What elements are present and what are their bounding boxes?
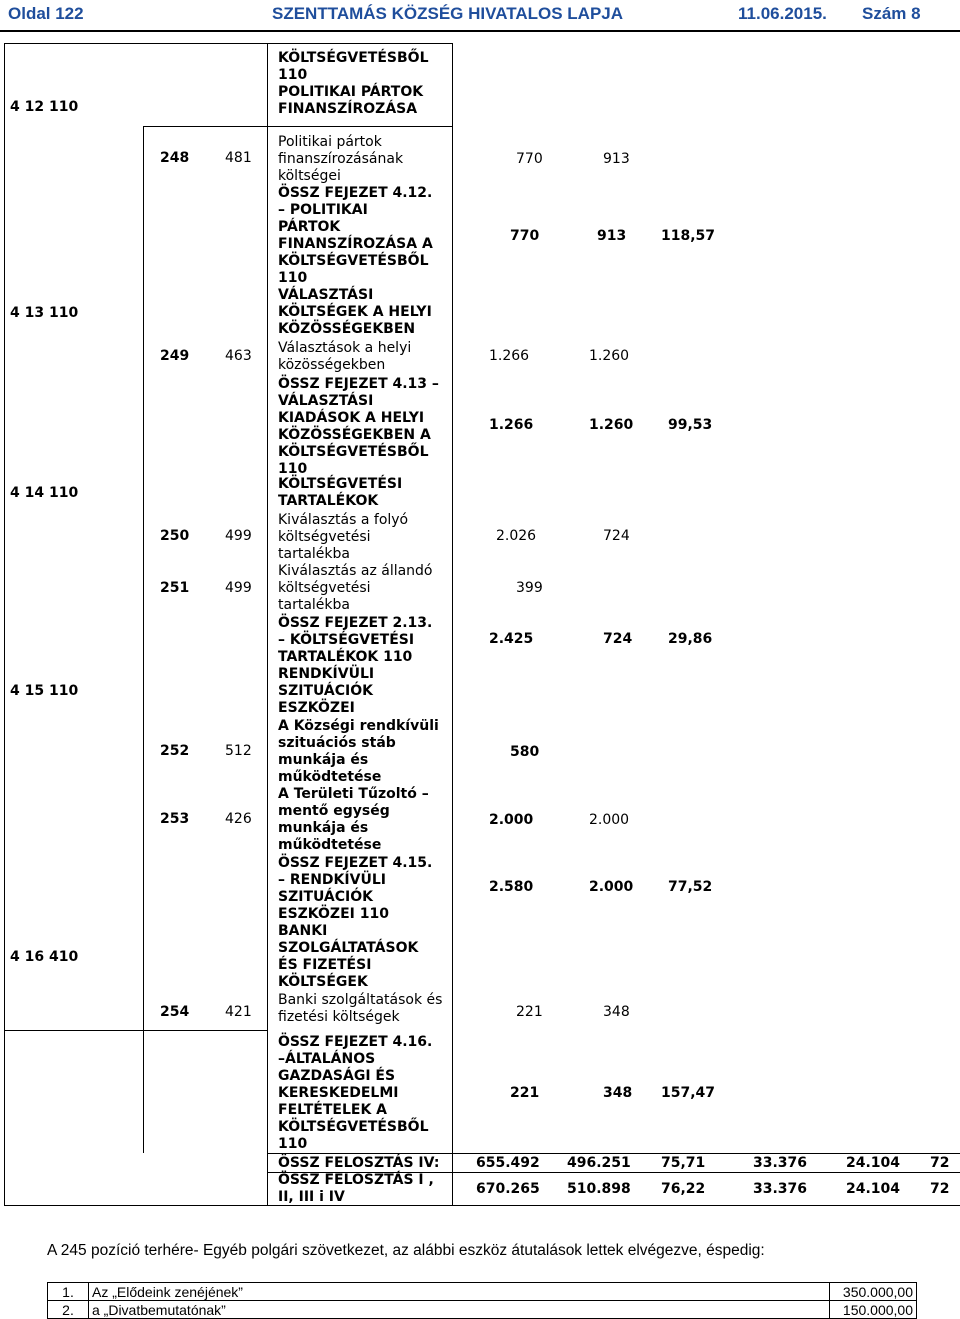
table-row (48, 1283, 917, 1301)
row-divider (4, 1030, 143, 1031)
position-code: 252 (160, 743, 190, 759)
section-total-label: ÖSSZ FEJEZET 4.12. – POLITIKAI PÁRTOK FINANSZÍROZÁSA A KÖLTSÉGVETÉSBŐL 110 (278, 185, 433, 286)
planned-value: 580 (510, 744, 540, 760)
grand-total-value: 72 (930, 1181, 950, 1197)
function-code: 4 14 110 (10, 485, 79, 501)
economic-code: 426 (225, 811, 252, 827)
grand-total-value: 72 (930, 1155, 950, 1171)
section-title: KÖLTSÉGVETÉSBŐL 110 POLITIKAI PÁRTOK FINANSZÍROZÁSA (278, 50, 429, 117)
total-percent: 29,86 (668, 631, 713, 647)
transfer-description: Az „Elődeink zenéjének” (89, 1283, 830, 1301)
grand-total-value: 670.265 (476, 1181, 540, 1197)
grand-total-label: ÖSSZ FELOSZTÁS IV: (278, 1155, 440, 1171)
economic-code: 499 (225, 528, 252, 544)
economic-code: 421 (225, 1004, 252, 1020)
row-description: Kiválasztás a folyó költségvetési tartalékba (278, 512, 409, 562)
row-description: A Községi rendkívüli szituációs stáb munkája és működtetése (278, 718, 439, 785)
function-code: 4 16 410 (10, 949, 79, 965)
planned-value: 770 (516, 151, 543, 167)
total-planned: 221 (510, 1085, 540, 1101)
transfer-amount: 350.000,00 (830, 1283, 917, 1301)
economic-code: 463 (225, 348, 252, 364)
total-planned: 1.266 (489, 417, 534, 433)
column-divider (267, 43, 268, 1205)
total-percent: 99,53 (668, 417, 713, 433)
grand-total-label: ÖSSZ FELOSZTÁS I , II, III i IV (278, 1172, 434, 1205)
planned-value: 399 (516, 580, 543, 596)
planned-value: 221 (516, 1004, 543, 1020)
total-planned: 770 (510, 228, 540, 244)
planned-value: 2.000 (489, 812, 534, 828)
transfer-number: 1. (48, 1283, 89, 1301)
function-code: 4 15 110 (10, 683, 79, 699)
total-planned: 2.580 (489, 879, 534, 895)
economic-code: 499 (225, 580, 252, 596)
section-total-label: ÖSSZ FEJEZET 4.15. – RENDKÍVÜLI SZITUÁCIÓK ESZKÖZEI 110 (278, 855, 433, 922)
page-header (0, 0, 960, 30)
transfer-amount: 150.000,00 (830, 1301, 917, 1319)
column-divider (143, 126, 144, 1153)
position-code: 253 (160, 811, 190, 827)
row-divider (267, 1153, 960, 1154)
table-border-bottom (4, 1205, 960, 1206)
total-percent: 157,47 (661, 1085, 716, 1101)
function-code: 4 13 110 (10, 305, 79, 321)
total-executed: 724 (603, 631, 633, 647)
issue-number: Szám 8 (862, 4, 921, 23)
grand-total-value: 510.898 (567, 1181, 631, 1197)
grand-total-value: 496.251 (567, 1155, 631, 1171)
row-description: A Területi Tűzoltó – mentő egység munkája és működtetése (278, 786, 429, 853)
row-divider (143, 1030, 267, 1031)
transfer-description: a „Divatbemutatónak” (89, 1301, 830, 1319)
executed-value: 2.000 (589, 812, 630, 828)
page-number: Oldal 122 (8, 4, 84, 23)
publication-title: SZENTTAMÁS KÖZSÉG HIVATALOS LAPJA (272, 4, 624, 23)
section-total-label: ÖSSZ FEJEZET 4.13 – VÁLASZTÁSI KIADÁSOK A HELYI KÖZÖSSÉGEKBEN A KÖLTSÉGVETÉSBŐL 110 (278, 376, 439, 477)
section-title: VÁLASZTÁSI KÖLTSÉGEK A HELYI KÖZÖSSÉGEKBEN (278, 287, 432, 337)
total-executed: 2.000 (589, 879, 634, 895)
table-row (48, 1301, 917, 1319)
transfer-note: A 245 pozíció terhére- Egyéb polgári szövetkezet, az alábbi eszköz átutalások lettek elvégezve, éspedig: (47, 1242, 765, 1259)
column-divider (452, 43, 453, 1205)
total-percent: 118,57 (661, 228, 716, 244)
row-divider (143, 126, 452, 127)
planned-value: 2.026 (496, 528, 537, 544)
grand-total-value: 24.104 (846, 1181, 901, 1197)
position-code: 251 (160, 580, 190, 596)
transfers-table (47, 1282, 917, 1319)
issue-date: 11.06.2015. (738, 4, 827, 23)
section-title: KÖLTSÉGVETÉSI TARTALÉKOK (278, 476, 403, 509)
grand-total-value: 76,22 (661, 1181, 706, 1197)
function-code: 4 12 110 (10, 99, 79, 115)
planned-value: 1.266 (489, 348, 530, 364)
grand-total-value: 24.104 (846, 1155, 901, 1171)
economic-code: 481 (225, 150, 252, 166)
executed-value: 913 (603, 151, 630, 167)
position-code: 248 (160, 150, 190, 166)
section-title: BANKI SZOLGÁLTATÁSOK ÉS FIZETÉSI KÖLTSÉGEK (278, 923, 419, 990)
section-total-label: ÖSSZ FEJEZET 4.16. –ÁLTALÁNOS GAZDASÁGI ÉS KERESKEDELMI FELTÉTELEK A KÖLTSÉGVETÉSBŐL 110 (278, 1034, 433, 1152)
header-rule (0, 30, 960, 32)
grand-total-value: 75,71 (661, 1155, 706, 1171)
row-description: Kiválasztás az állandó költségvetési tartalékba (278, 563, 433, 613)
total-executed: 1.260 (589, 417, 634, 433)
position-code: 254 (160, 1004, 190, 1020)
executed-value: 348 (603, 1004, 630, 1020)
row-description: Banki szolgáltatások és fizetési költségek (278, 992, 443, 1025)
row-description: Politikai pártok finanszírozásának költségei (278, 134, 404, 184)
section-total-label: ÖSSZ FEJEZET 2.13. – KÖLTSÉGVETÉSI TARTALÉKOK 110 (278, 615, 433, 665)
position-code: 249 (160, 348, 190, 364)
grand-total-value: 33.376 (753, 1181, 808, 1197)
position-code: 250 (160, 528, 190, 544)
total-executed: 348 (603, 1085, 633, 1101)
total-executed: 913 (597, 228, 627, 244)
table-border-top (4, 43, 452, 44)
transfer-number: 2. (48, 1301, 89, 1319)
grand-total-value: 655.492 (476, 1155, 540, 1171)
economic-code: 512 (225, 743, 252, 759)
section-title: RENDKÍVÜLI SZITUÁCIÓK ESZKÖZEI (278, 666, 375, 716)
row-description: Választások a helyi közösségekben (278, 340, 412, 373)
grand-total-value: 33.376 (753, 1155, 808, 1171)
total-planned: 2.425 (489, 631, 534, 647)
executed-value: 724 (603, 528, 630, 544)
executed-value: 1.260 (589, 348, 630, 364)
total-percent: 77,52 (668, 879, 713, 895)
